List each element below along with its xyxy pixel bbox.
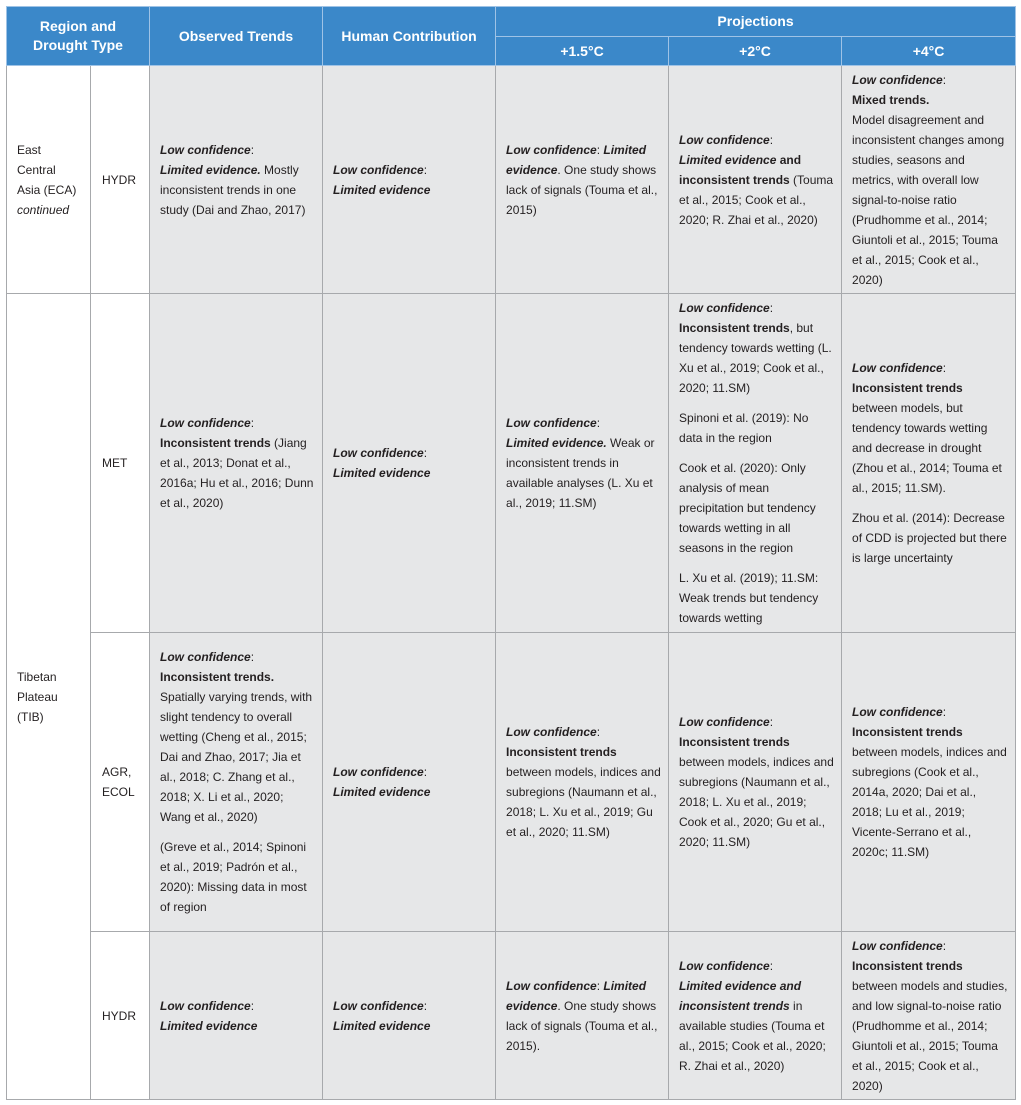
confidence-label: Low confidence: [160, 650, 251, 664]
table-row: [7, 633, 1016, 932]
region-label-line: East: [17, 142, 42, 157]
confidence-label: Low confidence: [679, 958, 770, 973]
separator: :: [942, 938, 947, 953]
observed-trends-cell: [150, 294, 323, 633]
cell-text: Spatially varying trends, with slight tendency to overall wetting (Cheng et al., 2015; Dai and Zhao, 2017; Jia et al., 2018; C. Zhang et al., 2018; X. Li et al., 2020; Wang et al., 2020): [160, 690, 313, 824]
region-cell-eca: [7, 66, 91, 294]
cell-text: , but tendency towards wetting (L. Xu et al., 2019; Cook et al., 2020; 11.SM): [679, 321, 832, 395]
cell-paragraph: [852, 358, 1009, 498]
region-label-line: (TIB): [17, 709, 44, 724]
confidence-label: Low confidence: [333, 446, 424, 460]
cell-paragraph: L. Xu et al. (2019); 11.SM: Weak trends but tendency towards wetting: [679, 571, 819, 625]
separator: :: [250, 142, 255, 157]
cell-paragraph: Cook et al. (2020): Only analysis of mean precipitation but tendency towards wetting in all seasons in the region: [679, 461, 816, 555]
finding-label: Limited evidence: [333, 1018, 431, 1033]
cell-text: between models, indices and subregions (Cook et al., 2014a, 2020; Dai et al., 2018; Lu et al., 2019; Vicente-Serrano et al., 2020c; 11.SM): [852, 745, 1007, 859]
finding-label: Limited evidence: [160, 1018, 258, 1033]
separator: :: [942, 705, 947, 719]
region-label-line: Plateau: [17, 689, 58, 704]
finding-label: Limited evidence.: [506, 436, 607, 450]
header-human-contribution: Human Contribution: [323, 7, 496, 66]
cell-text: between models and studies, and low signal-to-noise ratio (Prudhomme et al., 2014; Giuntoli et al., 2015; Touma et al., 2015; Cook et al., 2020): [852, 978, 1008, 1093]
header-projection-2c: +2°C: [669, 37, 842, 66]
cell-text: (Jiang et al., 2013; Donat et al., 2016a; Hu et al., 2016; Dunn et al., 2020): [160, 436, 314, 510]
cell-paragraph: [160, 647, 316, 827]
separator: :: [250, 998, 255, 1013]
confidence-label: Low confidence: [852, 938, 943, 953]
separator: :: [942, 72, 947, 87]
separator: :: [942, 361, 947, 375]
confidence-label: Low confidence: [160, 416, 251, 430]
finding-label: Inconsistent trends: [160, 436, 271, 450]
projection-4c-cell: [842, 294, 1016, 633]
cell-text: Model disagreement and inconsistent changes among studies, seasons and metrics, with overall low signal-to-noise ratio (Prudhomme et al., 2014; Giuntoli et al., 2015; Touma et al., 2015; Cook et al., 2020): [852, 112, 1005, 287]
projection-1-5c-cell: [496, 66, 669, 294]
confidence-label: Low confidence: [333, 765, 424, 779]
confidence-label: Low confidence: [333, 998, 424, 1013]
confidence-label: Low confidence: [679, 132, 770, 147]
separator: :: [769, 715, 774, 729]
separator: :: [423, 998, 428, 1013]
cell-text: . One study shows lack of signals (Touma et al., 2015).: [506, 998, 658, 1053]
cell-text: between models, indices and subregions (Naumann et al., 2018; L. Xu et al., 2019; Cook et al., 2020; Gu et al., 2020; 11.SM): [679, 755, 834, 849]
drought-type-cell: MET: [91, 294, 150, 633]
drought-type-line: AGR,: [102, 765, 132, 779]
region-label-line: Asia (ECA): [17, 182, 77, 197]
confidence-label: Low confidence: [852, 705, 943, 719]
human-contribution-cell: [323, 633, 496, 932]
finding-label: Limited evidence: [506, 978, 647, 1013]
finding-label: Inconsistent trends: [852, 381, 963, 395]
human-contribution-cell: [323, 932, 496, 1100]
cell-text: Weak or inconsistent trends in available analyses (L. Xu et al., 2019; 11.SM): [506, 436, 655, 510]
finding-label: Inconsistent trends: [852, 725, 963, 739]
cell-text: . One study shows lack of signals (Touma et al., 2015): [506, 162, 658, 217]
observed-trends-cell: [150, 66, 323, 294]
separator: :: [423, 162, 428, 177]
finding-label: Inconsistent trends: [679, 321, 790, 335]
header-region-drought-type: Region and Drought Type: [7, 7, 150, 66]
region-label-line: Central: [17, 162, 56, 177]
separator: :: [596, 978, 604, 993]
projection-4c-cell: [842, 66, 1016, 294]
observed-trends-cell: [150, 932, 323, 1100]
observed-trends-cell: [150, 633, 323, 932]
finding-label: Inconsistent trends: [852, 958, 963, 973]
separator: :: [596, 725, 601, 739]
confidence-label: Low confidence: [852, 361, 943, 375]
human-contribution-cell: [323, 294, 496, 633]
region-continued-label: continued: [17, 202, 70, 217]
projection-1-5c-cell: [496, 633, 669, 932]
confidence-label: Low confidence: [506, 142, 597, 157]
separator: :: [769, 301, 774, 315]
finding-label: Inconsistent trends: [679, 735, 790, 749]
cell-text: (Touma et al., 2015; Cook et al., 2020; R. Zhai et al., 2020): [679, 172, 834, 227]
finding-label: and inconsistent trends: [679, 152, 802, 187]
confidence-label: Low confidence: [160, 142, 251, 157]
confidence-label: Low confidence: [679, 301, 770, 315]
projection-2c-cell: [669, 932, 842, 1100]
finding-label: Limited evidence: [333, 785, 431, 799]
drought-assessment-table-container: [6, 6, 1016, 1100]
human-contribution-cell: [323, 66, 496, 294]
region-label-line: Tibetan: [17, 669, 57, 684]
finding-label: Limited evidence and inconsistent trends: [679, 978, 802, 1013]
cell-text: Mostly inconsistent trends in one study (Dai and Zhao, 2017): [160, 162, 306, 217]
cell-paragraph: (Greve et al., 2014; Spinoni et al., 2019; Padrón et al., 2020): Missing data in most of region: [160, 840, 307, 914]
confidence-label: Low confidence: [506, 978, 597, 993]
region-cell-tib: [7, 294, 91, 1100]
confidence-label: Low confidence: [506, 725, 597, 739]
drought-type-line: ECOL: [102, 785, 135, 799]
separator: :: [596, 142, 604, 157]
confidence-label: Low confidence: [333, 162, 424, 177]
projection-4c-cell: [842, 633, 1016, 932]
finding-label: Limited evidence: [333, 466, 431, 480]
separator: :: [769, 132, 774, 147]
separator: :: [596, 416, 601, 430]
finding-label: Limited evidence: [333, 182, 431, 197]
table-row: [7, 932, 1016, 1100]
finding-label: Inconsistent trends: [506, 745, 617, 759]
confidence-label: Low confidence: [679, 715, 770, 729]
finding-label: Limited evidence: [506, 142, 647, 177]
cell-paragraph: Zhou et al. (2014): Decrease of CDD is projected but there is large uncertainty: [852, 511, 1007, 565]
cell-text: in available studies (Touma et al., 2015; Cook et al., 2020; R. Zhai et al., 2020): [679, 998, 826, 1073]
projection-2c-cell: [669, 633, 842, 932]
projection-1-5c-cell: [496, 294, 669, 633]
drought-type-cell: HYDR: [91, 66, 150, 294]
header-projection-1-5c: +1.5°C: [496, 37, 669, 66]
projection-4c-cell: [842, 932, 1016, 1100]
separator: :: [250, 416, 255, 430]
projection-2c-cell: [669, 66, 842, 294]
header-projections: Projections: [496, 7, 1016, 37]
drought-type-cell: HYDR: [91, 932, 150, 1100]
finding-label: Limited evidence: [679, 152, 777, 167]
cell-paragraph: [679, 298, 835, 398]
separator: :: [423, 765, 428, 779]
confidence-label: Low confidence: [506, 416, 597, 430]
projection-1-5c-cell: [496, 932, 669, 1100]
cell-text: between models, but tendency towards wetting and decrease in drought (Zhou et al., 2014; Touma et al., 2015; 11.SM).: [852, 401, 1002, 495]
separator: :: [769, 958, 774, 973]
confidence-label: Low confidence: [852, 72, 943, 87]
separator: :: [423, 446, 428, 460]
drought-type-cell: [91, 633, 150, 932]
header-observed-trends: Observed Trends: [150, 7, 323, 66]
finding-label: Mixed trends.: [852, 92, 930, 107]
separator: :: [250, 650, 255, 664]
cell-paragraph: Spinoni et al. (2019): No data in the region: [679, 411, 809, 445]
header-projection-4c: +4°C: [842, 37, 1016, 66]
table-row: [7, 294, 1016, 633]
projection-2c-cell: [669, 294, 842, 633]
finding-label: Inconsistent trends.: [160, 670, 275, 684]
drought-assessment-table: [6, 6, 1016, 1100]
finding-label: Limited evidence.: [160, 162, 261, 177]
confidence-label: Low confidence: [160, 998, 251, 1013]
table-row: [7, 66, 1016, 294]
cell-text: between models, indices and subregions (Naumann et al., 2018; L. Xu et al., 2019; Gu et al., 2020; 11.SM): [506, 765, 661, 839]
